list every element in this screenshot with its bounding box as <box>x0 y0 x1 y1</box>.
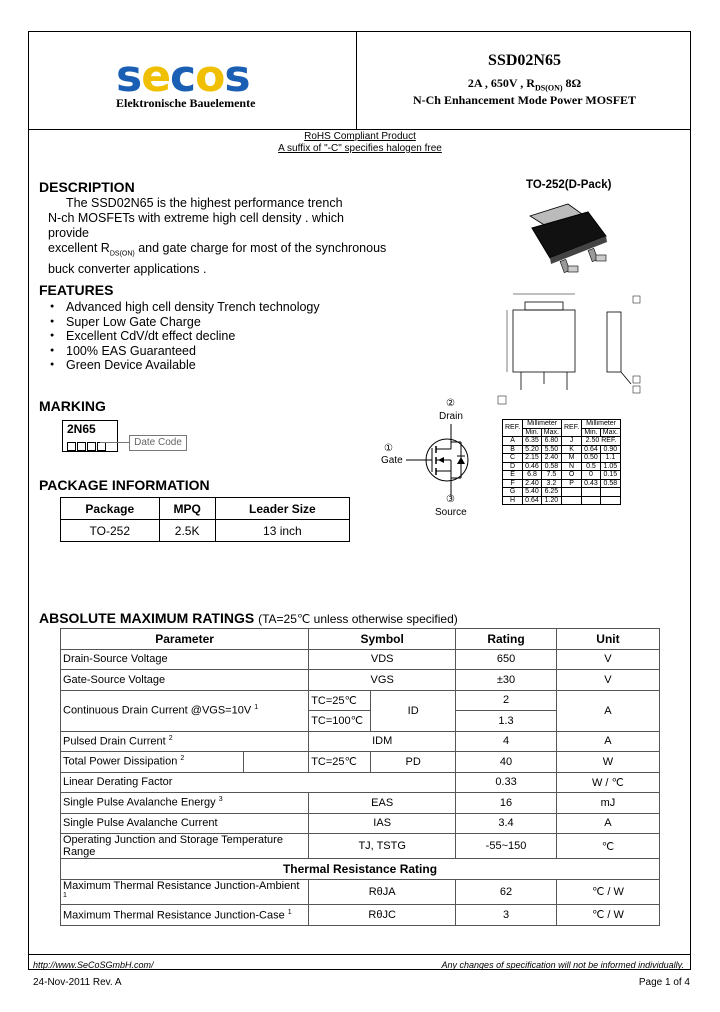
marking-diagram <box>62 420 118 452</box>
table-row: F 2.40 3.2 P 0.43 0.58 <box>503 479 621 488</box>
company-logo: secos <box>116 51 250 102</box>
ratings-note: (TA=25℃ unless otherwise specified) <box>258 612 458 626</box>
feature-item: ● Green Device Available <box>50 358 320 373</box>
package-table <box>60 497 350 542</box>
rohs-line-1: RoHS Compliant Product <box>304 131 416 142</box>
table-row: Operating Junction and Storage Temperature Range TJ, TSTG -55~150 ℃ <box>61 834 660 859</box>
table-row: Gate-Source Voltage VGS ±30 V <box>61 670 660 691</box>
footer-date: 24-Nov-2011 Rev. A <box>33 977 122 988</box>
mpq-header: MPQ <box>159 498 215 520</box>
header-divider <box>356 31 357 129</box>
table-row: Continuous Drain Current @VGS=10V $^1$ TC=25℃ ID 2 A <box>61 690 660 711</box>
logo-subtitle: Elektronische Bauelemente <box>116 96 256 110</box>
date-code-leader <box>100 442 130 443</box>
thermal-title: Thermal Resistance Rating <box>61 859 660 880</box>
table-row: A 6.35 6.80 J 2.50 REF. <box>503 437 621 446</box>
footer-notice: Any changes of specification will not be informed individually. <box>441 960 684 970</box>
table-row: Linear Derating Factor 0.33 W / ℃ <box>61 772 660 793</box>
date-code-label: Date Code <box>129 435 187 451</box>
drain-label: Drain <box>439 411 463 422</box>
table-row: Single Pulse Avalanche Current IAS 3.4 A <box>61 813 660 834</box>
description-title: DESCRIPTION <box>39 179 135 195</box>
feature-item: ● Super Low Gate Charge <box>50 315 320 330</box>
table-row: Pulsed Drain Current $^2$ IDM 4 A <box>61 731 660 752</box>
mosfet-symbol <box>404 424 484 496</box>
table-row: Total Power Dissipation $^2$ TC=25℃ PD 40 W <box>61 752 660 773</box>
marking-title: MARKING <box>39 398 106 414</box>
table-row: G 5.40 6.25 <box>503 488 621 497</box>
table-row: Maximum Thermal Resistance Junction-Case $^1$ RθJC 3 ℃ / W <box>61 905 660 926</box>
header-bottom-rule <box>28 129 691 130</box>
table-row: Maximum Thermal Resistance Junction-Ambient $^1$ RθJA 62 ℃ / W <box>61 879 660 905</box>
marking-code: 2N65 <box>67 422 96 436</box>
leader-size-header: Leader Size <box>215 498 349 520</box>
dimension-table: REF. Millimeter REF. Millimeter Min. Max. Min. Max. A 6.35 6.80 J 2.50 REF. B 5.20 5.50 K 0.64 0.90 C 2.15 2.40 M 0.50 1.1 D 0.46 0.58 N 0.5 1.05 E 6.8 7.5 O 0 0.15 F 2.40 3.2 P 0.43 0.58 G 5.40 6.25 H 0.64 1.20 <box>502 419 621 505</box>
symbol-header: Symbol <box>309 629 456 650</box>
package-3d-drawing <box>510 198 620 282</box>
package-drawing-title: TO-252(D-Pack) <box>526 179 612 191</box>
unit-header: Unit <box>556 629 659 650</box>
parameter-header: Parameter <box>61 629 309 650</box>
drain-pin-number: ② <box>446 398 455 409</box>
package-info-title: PACKAGE INFORMATION <box>39 477 210 493</box>
table-row: H 0.64 1.20 <box>503 496 621 505</box>
table-row: E 6.8 7.5 O 0 0.15 <box>503 471 621 480</box>
table-row: Drain-Source Voltage VDS 650 V <box>61 649 660 670</box>
table-row: Single Pulse Avalanche Energy $^3$ EAS 16 mJ <box>61 793 660 814</box>
table-row: B 5.20 5.50 K 0.64 0.90 <box>503 445 621 454</box>
part-number: SSD02N65 <box>488 52 561 69</box>
feature-item: ● 100% EAS Guaranteed <box>50 344 320 359</box>
table-row: TO-252 2.5K 13 inch <box>61 520 350 542</box>
source-label: Source <box>435 507 467 518</box>
ratings-title: ABSOLUTE MAXIMUM RATINGS <box>39 610 255 626</box>
device-type: N-Ch Enhancement Mode Power MOSFET <box>412 93 637 107</box>
description-text: The SSD02N65 is the highest performance trench N-ch MOSFETs with extreme high cell density . which provide excellent $R_{DS(ON)}$ and gate charge for most of the synchronous buck converter applications . <box>48 196 387 276</box>
package-header: Package <box>61 498 160 520</box>
source-pin-number: ③ <box>446 494 455 505</box>
gate-pin-number: ① <box>384 443 393 454</box>
footer-rule <box>28 954 691 955</box>
feature-item: ● Advanced high cell density Trench technology <box>50 300 320 315</box>
rating-header: Rating <box>456 629 557 650</box>
footer-url[interactable]: http://www.SeCoSGmbH.com/ <box>33 960 154 970</box>
package-dimension-drawing <box>497 284 647 412</box>
spec-line: 2A , 650V , $R_{DS(ON)}$ 8Ω <box>467 76 582 93</box>
date-code-boxes <box>67 438 106 456</box>
features-title: FEATURES <box>39 282 114 298</box>
gate-label: Gate <box>381 455 403 466</box>
table-row: TC=100℃ 1.3 <box>61 711 660 732</box>
ratings-table <box>60 628 660 926</box>
features-list <box>50 300 320 373</box>
ratings-title-line <box>39 610 458 626</box>
footer-page: Page 1 of 4 <box>638 977 690 988</box>
table-row: C 2.15 2.40 M 0.50 1.1 <box>503 454 621 463</box>
rohs-line-2: A suffix of "-C" specifies halogen free <box>278 143 442 154</box>
feature-item: ● Excellent CdV/dt effect decline <box>50 329 320 344</box>
table-row: D 0.46 0.58 N 0.5 1.05 <box>503 462 621 471</box>
